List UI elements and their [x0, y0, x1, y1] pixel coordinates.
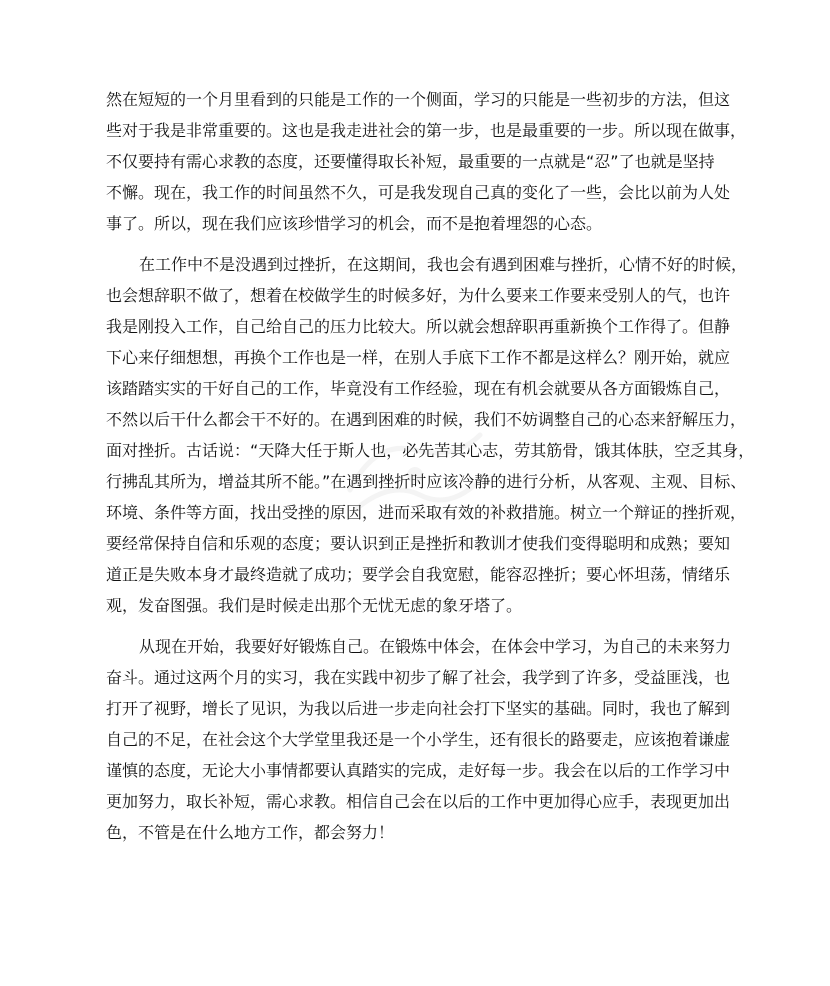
- text-line: 更加努力，取长补短，需心求教。相信自己会在以后的工作中更加得心应手，表现更加出: [106, 792, 731, 811]
- document-body: [106, 84, 755, 848]
- paragraph-spacer: [106, 621, 724, 631]
- text-line: 面对挫折。古话说：“天降大任于斯人也，必先苦其心志，劳其筋骨，饿其体肤，空乏其身，: [106, 441, 755, 460]
- text-line: 在工作中不是没遇到过挫折，在这期间，我也会有遇到困难与挫折，心情不好的时候，: [139, 255, 748, 274]
- text-line: 不仅要持有需心求教的态度，还要懂得取长补短，最重要的一点就是“忍”了也就是坚持: [106, 152, 715, 171]
- paragraph-spacer: [106, 239, 724, 249]
- text-line: 奋斗。通过这两个月的实习，我在实践中初步了解了社会，我学到了许多，受益匪浅，也: [106, 668, 731, 687]
- text-line: 些对于我是非常重要的。这也是我走进社会的第一步，也是最重要的一步。所以现在做事，: [106, 121, 747, 140]
- text-line: 该踏踏实实的干好自己的工作，毕竟没有工作经验，现在有机会就要从各方面锻炼自己，: [106, 379, 731, 398]
- text-line: 然在短短的一个月里看到的只能是工作的一个侧面，学习的只能是一些初步的方法，但这: [106, 90, 731, 109]
- text-line: 事了。所以，现在我们应该珍惜学习的机会，而不是抱着埋怨的心态。: [106, 214, 603, 233]
- text-line: 色，不管是在什么地方工作，都会努力！: [106, 823, 395, 842]
- text-line: 不然以后干什么都会干不好的。在遇到困难的时候，我们不妨调整自己的心态来舒解压力，: [106, 410, 747, 429]
- paragraph-1: [106, 84, 747, 239]
- text-line: 自己的不足，在社会这个大学堂里我还是一个小学生，还有很长的路要走，应该抱着谦虚: [106, 730, 731, 749]
- paragraph-3: [106, 631, 732, 848]
- text-line: 下心来仔细想想，再换个工作也是一样，在别人手底下工作不都是这样么？刚开始，就应: [106, 348, 731, 367]
- text-line: 观，发奋图强。我们是时候走出那个无忧无虑的象牙塔了。: [106, 596, 523, 615]
- text-line: 我是刚投入工作，自己给自己的压力比较大。所以就会想辞职再重新换个工作得了。但静: [106, 317, 731, 336]
- text-line: 也会想辞职不做了，想着在校做学生的时候多好，为什么要来工作要来受别人的气，也许: [106, 286, 731, 305]
- text-line: 打开了视野，增长了见识，为我以后进一步走向社会打下坚实的基础。同时，我也了解到: [106, 699, 731, 718]
- text-line: 道正是失败本身才最终造就了成功；要学会自我宽慰，能容忍挫折；要心怀坦荡，情绪乐: [106, 565, 731, 584]
- paragraph-2: [106, 249, 755, 621]
- text-line: 谨慎的态度，无论大小事情都要认真踏实的完成，走好每一步。我会在以后的工作学习中: [106, 761, 731, 780]
- text-line: 从现在开始，我要好好锻炼自己。在锻炼中体会，在体会中学习，为自己的未来努力: [139, 637, 732, 656]
- text-line: 不懈。现在，我工作的时间虽然不久，可是我发现自己真的变化了一些，会比以前为人处: [106, 183, 731, 202]
- text-line: 环境、条件等方面，找出受挫的原因，进而采取有效的补救措施。树立一个辩证的挫折观，: [106, 503, 747, 522]
- text-line: 行拂乱其所为，增益其所不能。”在遇到挫折时应该冷静的进行分析，从客观、主观、目标、: [106, 472, 747, 491]
- text-line: 要经常保持自信和乐观的态度；要认识到正是挫折和教训才使我们变得聪明和成熟；要知: [106, 534, 731, 553]
